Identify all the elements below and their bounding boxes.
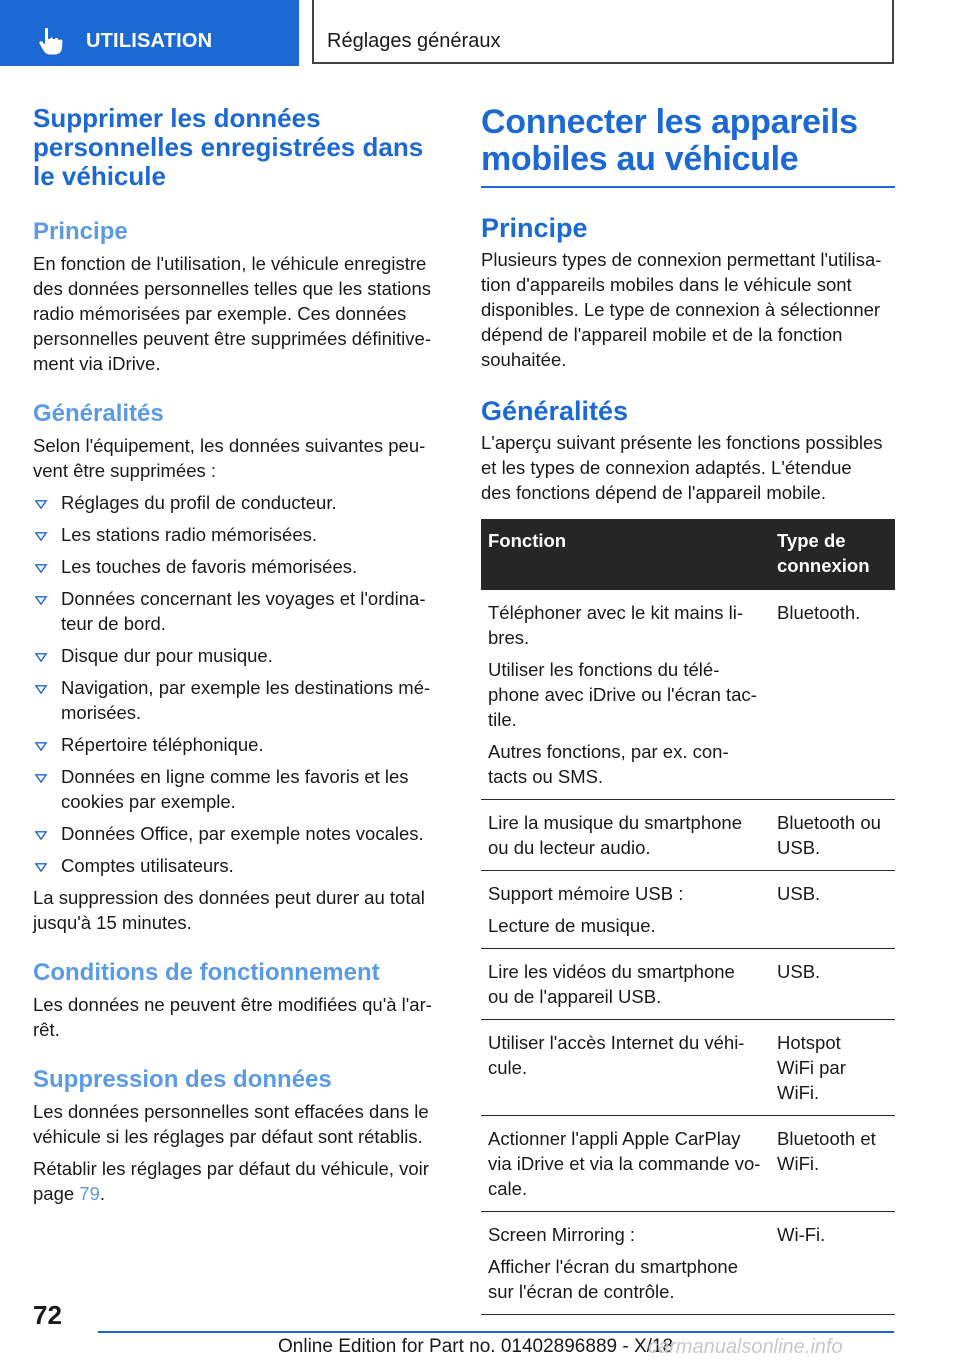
- cell-text: Utiliser l'accès Internet du véhi‐: [488, 1032, 745, 1053]
- list-item-text: Données concernant les voyages et l'ordina‐: [61, 588, 426, 609]
- text-line: dépend de l'appareil mobile et de la fonction: [481, 324, 843, 345]
- list-item: [33, 586, 445, 636]
- cell-connection-type: [770, 871, 895, 949]
- triangle-bullet-icon: [35, 596, 47, 605]
- list-item: [33, 643, 445, 668]
- text-line: Les données personnelles sont effacées dans le: [33, 1101, 429, 1122]
- section-tab-label: UTILISATION: [86, 30, 213, 52]
- cell-function: [481, 871, 770, 949]
- cell-text: Screen Mirroring :: [488, 1224, 636, 1245]
- cell-connection-type: [770, 949, 895, 1020]
- cell-text: Bluetooth et: [777, 1128, 876, 1149]
- watermark: carmanualsonline.info: [648, 1336, 843, 1358]
- cell-connection-type: [770, 1020, 895, 1116]
- page-header: [0, 0, 960, 66]
- paragraph-principe: [481, 247, 895, 372]
- title-divider: [481, 186, 895, 188]
- text-line: souhaitée.: [481, 349, 567, 370]
- section-title-delete-data: [33, 104, 445, 191]
- list-item-text: Données en ligne comme les favoris et les: [61, 766, 409, 787]
- cell-text: Bluetooth ou: [777, 812, 881, 833]
- cell-function: [481, 590, 770, 800]
- list-item: [33, 490, 445, 515]
- paragraph-duration: [33, 885, 445, 935]
- text-line: L'aperçu suivant présente les fonctions possibles: [481, 432, 883, 453]
- header-text: Type de: [777, 530, 846, 551]
- heading-generalites: Généralités: [33, 400, 164, 427]
- cell-text: WiFi.: [777, 1082, 820, 1103]
- triangle-bullet-icon: [35, 685, 47, 694]
- cell-text: Autres fonctions, par ex. con‐: [488, 741, 729, 762]
- paragraph-generalites: [481, 430, 895, 505]
- heading-conditions: Conditions de fonctionnement: [33, 959, 380, 986]
- cell-text: cale.: [488, 1178, 528, 1199]
- paragraph-suppression: [33, 1099, 445, 1149]
- paragraph-reset: [33, 1156, 445, 1206]
- cell-connection-type: [770, 1212, 895, 1315]
- triangle-bullet-icon: [35, 742, 47, 751]
- heading-principe: Principe: [481, 213, 588, 243]
- list-item-text: Données Office, par exemple notes vocales.: [61, 823, 424, 844]
- list-item: [33, 853, 445, 878]
- touch-hand-icon: [38, 27, 64, 55]
- cell-text: cule.: [488, 1057, 528, 1078]
- text-line: et les types de connexion adaptés. L'étendue: [481, 457, 852, 478]
- cell-text: WiFi par: [777, 1057, 846, 1078]
- list-item: [33, 675, 445, 725]
- list-item-text: teur de bord.: [61, 613, 166, 634]
- table-row: [481, 800, 895, 871]
- text-line: page: [33, 1183, 80, 1204]
- column-header-function: [481, 519, 770, 590]
- list-item: [33, 554, 445, 579]
- list-item-text: Les stations radio mémorisées.: [61, 524, 318, 545]
- table-row: [481, 871, 895, 949]
- cell-text: WiFi.: [777, 1153, 820, 1174]
- list-item-text: morisées.: [61, 702, 142, 723]
- cell-text: bres.: [488, 627, 530, 648]
- cell-text: Bluetooth.: [777, 602, 861, 623]
- list-item-text: Disque dur pour musique.: [61, 645, 273, 666]
- cell-text: Afficher l'écran du smartphone: [488, 1256, 738, 1277]
- paragraph-conditions: [33, 992, 445, 1042]
- cell-connection-type: [770, 800, 895, 871]
- table-row: [481, 1020, 895, 1116]
- table-row: [481, 590, 895, 800]
- list-item-text: Navigation, par exemple les destinations mé‐: [61, 677, 431, 698]
- triangle-bullet-icon: [35, 653, 47, 662]
- right-column: [481, 104, 895, 1315]
- cell-function: [481, 949, 770, 1020]
- text-line: Selon l'équipement, les données suivantes peu‐: [33, 435, 426, 456]
- deletable-data-list: [33, 490, 445, 878]
- text-line: radio mémorisées par exemple. Ces données: [33, 303, 407, 324]
- triangle-bullet-icon: [35, 564, 47, 573]
- cell-text: Lire la musique du smartphone: [488, 812, 743, 833]
- text-line: ment via iDrive.: [33, 353, 161, 374]
- title-line: personnelles enregistrées dans: [33, 132, 424, 162]
- heading-suppression: Suppression des données: [33, 1066, 332, 1093]
- text-line: Les données ne peuvent être modifiées qu'à l'ar‐: [33, 994, 432, 1015]
- text-line: La suppression des données peut durer au total: [33, 887, 425, 908]
- cell-function: [481, 1212, 770, 1315]
- footer-divider: [98, 1331, 894, 1333]
- cell-text: ou du lecteur audio.: [488, 837, 651, 858]
- header-text: connexion: [777, 555, 870, 576]
- cell-text: Actionner l'appli Apple CarPlay: [488, 1128, 741, 1149]
- cell-connection-type: [770, 1116, 895, 1212]
- column-header-connection-type: [770, 519, 895, 590]
- cell-connection-type: [770, 590, 895, 800]
- page-reference-link[interactable]: 79: [79, 1183, 100, 1204]
- text-line: disponibles. Le type de connexion à sélectionner: [481, 299, 881, 320]
- cell-text: USB.: [777, 883, 821, 904]
- text-line: des fonctions dépend de l'appareil mobile.: [481, 482, 826, 503]
- header-text: Fonction: [488, 530, 567, 551]
- list-item-text: Comptes utilisateurs.: [61, 855, 234, 876]
- cell-text: Utiliser les fonctions du télé‐: [488, 659, 720, 680]
- list-item-text: cookies par exemple.: [61, 791, 236, 812]
- cell-text: sur l'écran de contrôle.: [488, 1281, 675, 1302]
- title-line: Connecter les appareils: [481, 103, 858, 141]
- text-line: véhicule si les réglages par défaut sont rétablis.: [33, 1126, 423, 1147]
- cell-text: Lire les vidéos du smartphone: [488, 961, 735, 982]
- text-line: personnelles peuvent être supprimées définitive‐: [33, 328, 431, 349]
- cell-text: ou de l'appareil USB.: [488, 986, 662, 1007]
- text-line: En fonction de l'utilisation, le véhicule enregistre: [33, 253, 427, 274]
- breadcrumb: [312, 0, 894, 64]
- list-item-text: Répertoire téléphonique.: [61, 734, 264, 755]
- table-row: [481, 1212, 895, 1315]
- section-tab[interactable]: [0, 0, 299, 66]
- text-line: jusqu'à 15 minutes.: [33, 912, 192, 933]
- cell-function: [481, 1116, 770, 1212]
- paragraph-generalites: [33, 433, 445, 483]
- triangle-bullet-icon: [35, 500, 47, 509]
- triangle-bullet-icon: [35, 774, 47, 783]
- cell-text: Téléphoner avec le kit mains li‐: [488, 602, 743, 623]
- left-column: [33, 104, 445, 1206]
- list-item: [33, 732, 445, 757]
- triangle-bullet-icon: [35, 863, 47, 872]
- cell-text: USB.: [777, 961, 821, 982]
- triangle-bullet-icon: [35, 532, 47, 541]
- cell-text: tile.: [488, 709, 517, 730]
- cell-function: [481, 1020, 770, 1116]
- cell-text: Lecture de musique.: [488, 915, 656, 936]
- page-number: 72: [33, 1300, 62, 1330]
- list-item-text: Réglages du profil de conducteur.: [61, 492, 337, 513]
- cell-text: USB.: [777, 837, 821, 858]
- list-item: [33, 764, 445, 814]
- table-row: [481, 1116, 895, 1212]
- cell-text: via iDrive et via la commande vo‐: [488, 1153, 761, 1174]
- text-line: rêt.: [33, 1019, 60, 1040]
- paragraph-principe: [33, 251, 445, 376]
- cell-text: tacts ou SMS.: [488, 766, 604, 787]
- list-item: [33, 821, 445, 846]
- heading-principe: Principe: [33, 218, 128, 245]
- section-title-connect-devices: [481, 104, 895, 178]
- text-line: .: [99, 1183, 106, 1204]
- list-item-text: Les touches de favoris mémorisées.: [61, 556, 358, 577]
- table-header-row: [481, 519, 895, 590]
- title-line: mobiles au véhicule: [481, 140, 799, 178]
- text-line: Plusieurs types de connexion permettant l'utilisa‐: [481, 249, 882, 270]
- text-line: vent être supprimées :: [33, 460, 217, 481]
- table-row: [481, 949, 895, 1020]
- cell-text: Support mémoire USB :: [488, 883, 684, 904]
- cell-function: [481, 800, 770, 871]
- edition-text: Online Edition for Part no. 01402896889 - X/18: [278, 1336, 674, 1357]
- connection-types-table: [481, 519, 895, 1315]
- text-line: tion d'appareils mobiles dans le véhicule sont: [481, 274, 852, 295]
- cell-text: Hotspot: [777, 1032, 841, 1053]
- cell-text: Wi-Fi.: [777, 1224, 826, 1245]
- title-line: le véhicule: [33, 161, 166, 191]
- text-line: Rétablir les réglages par défaut du véhicule, voir: [33, 1158, 429, 1179]
- breadcrumb-text: Réglages généraux: [327, 30, 501, 52]
- heading-generalites: Généralités: [481, 396, 629, 426]
- title-line: Supprimer les données: [33, 103, 321, 133]
- text-line: des données personnelles telles que les stations: [33, 278, 432, 299]
- cell-text: phone avec iDrive ou l'écran tac‐: [488, 684, 757, 705]
- list-item: [33, 522, 445, 547]
- triangle-bullet-icon: [35, 831, 47, 840]
